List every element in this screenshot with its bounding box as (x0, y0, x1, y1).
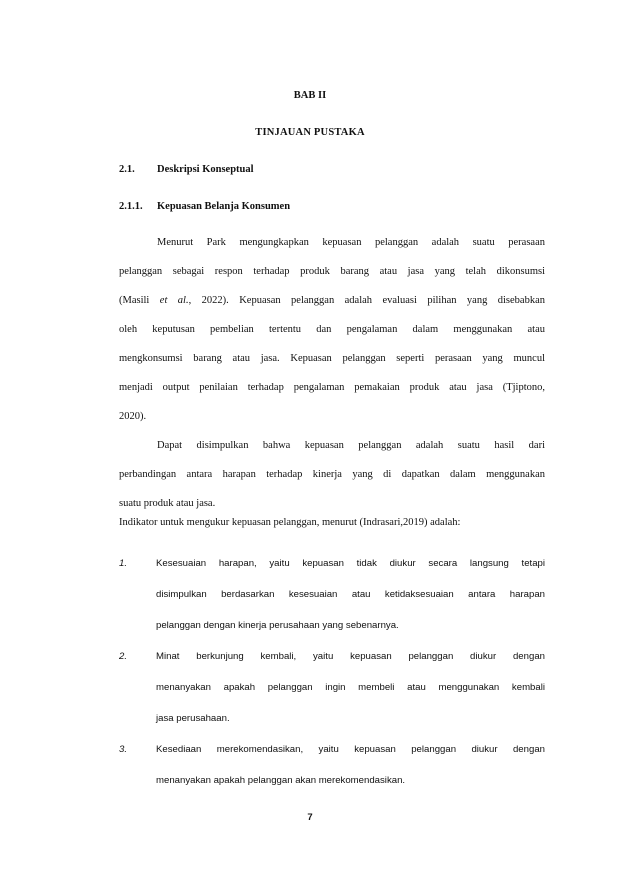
paragraph-conclusion (119, 431, 545, 518)
indicator-intro: Indikator untuk mengukur kepuasan pelanggan, menurut (Indrasari,2019) adalah: (119, 517, 461, 528)
list-item-line: pelanggan dengan kinerja perusahaan yang sebenarnya. (156, 620, 399, 631)
paragraph-line: oleh keputusan pembelian tertentu dan pengalaman dalam menggunakan atau (119, 324, 545, 335)
paragraph-line: menjadi output penilaian terhadap pengalaman pemakaian produk atau jasa (Tjiptono, (119, 382, 545, 393)
paragraph-line: 2020). (119, 411, 147, 422)
indicator-list (119, 548, 545, 796)
section-title: Deskripsi Konseptual (157, 164, 254, 175)
list-item-line: Kesesuaian harapan, yaitu kepuasan tidak diukur secara langsung tetapi (156, 558, 545, 569)
list-item-line: Minat berkunjung kembali, yaitu kepuasan pelanggan diukur dengan (156, 651, 545, 662)
list-item-line: jasa perusahaan. (156, 713, 230, 724)
section-number: 2.1. (119, 164, 135, 175)
paragraph-line: perbandingan antara harapan terhadap kinerja yang di dapatkan dalam menggunakan (119, 469, 545, 480)
list-item-line: Kesediaan merekomendasikan, yaitu kepuasan pelanggan diukur dengan (156, 744, 545, 755)
list-item-line: disimpulkan berdasarkan kesesuaian atau ketidaksesuaian antara harapan (156, 589, 545, 600)
list-item-line: menanyakan apakah pelanggan akan merekomendasikan. (156, 775, 406, 786)
list-item-line: menanyakan apakah pelanggan ingin membeli atau menggunakan kembali (156, 682, 545, 693)
list-item (119, 548, 545, 641)
paragraph-line: (Masili et al., 2022). Kepuasan pelanggan adalah evaluasi pilihan yang disebabkan (119, 295, 545, 306)
subsection-title: Kepuasan Belanja Konsumen (157, 201, 291, 212)
page-number: 7 (307, 812, 313, 823)
chapter-label: BAB II (293, 90, 327, 101)
chapter-title: TINJAUAN PUSTAKA (255, 127, 365, 138)
paragraph-line: mengkonsumsi barang atau jasa. Kepuasan pelanggan seperti perasaan yang muncul (119, 353, 545, 364)
paragraph-definition (119, 228, 545, 431)
list-item-number: 2. (119, 651, 128, 662)
list-item (119, 641, 545, 734)
list-item-number: 3. (119, 744, 128, 755)
citation-et-al: et al. (159, 295, 189, 306)
list-item (119, 734, 545, 796)
paragraph-line: pelanggan sebagai respon terhadap produk barang atau jasa yang telah dikonsumsi (119, 266, 545, 277)
list-item-number: 1. (119, 558, 128, 569)
paragraph-line: Dapat disimpulkan bahwa kepuasan pelanggan adalah suatu hasil dari (157, 440, 545, 451)
paragraph-line: suatu produk atau jasa. (119, 498, 216, 509)
subsection-number: 2.1.1. (119, 201, 143, 212)
paragraph-line: Menurut Park mengungkapkan kepuasan pelanggan adalah suatu perasaan (157, 237, 545, 248)
